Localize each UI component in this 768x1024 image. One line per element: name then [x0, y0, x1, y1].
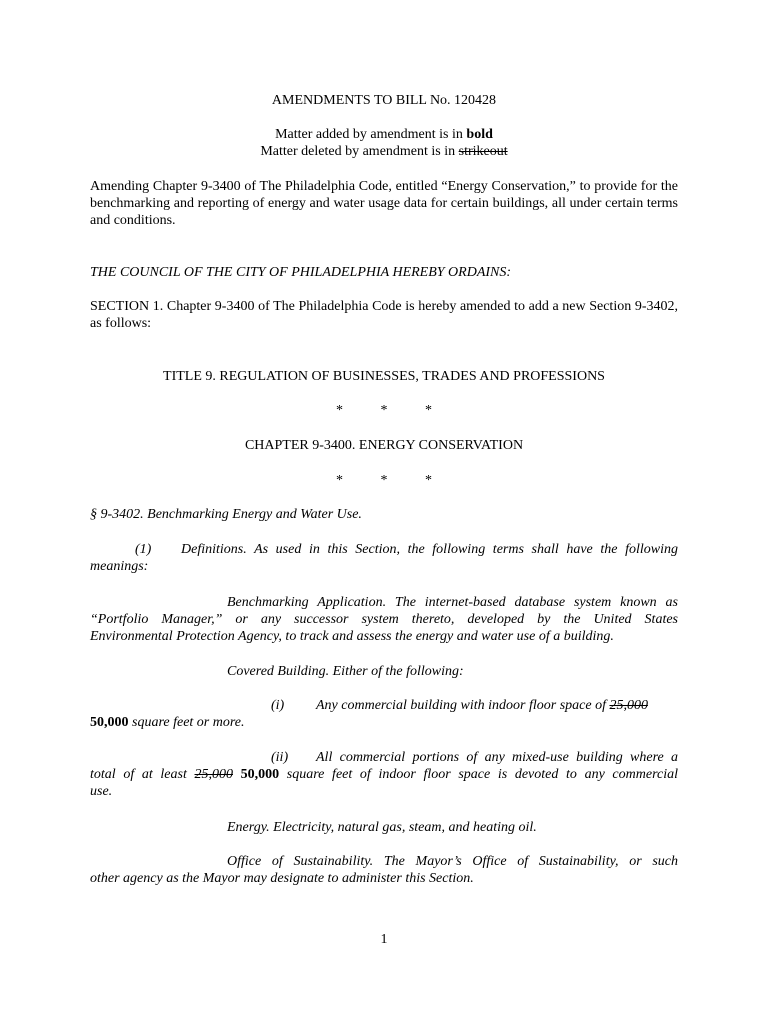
covered-item-i-rest: square feet or more. [128, 715, 245, 730]
ellipsis-stars-2: * * * [336, 473, 432, 488]
added-note-prefix: Matter added by amendment is in [275, 127, 467, 142]
document-title: AMENDMENTS TO BILL No. 120428 [271, 93, 497, 108]
sustainability-line1: Office of Sustainability. The Mayor’s Office of Sustainability, or such [227, 854, 678, 869]
added-note-word: bold [466, 127, 493, 142]
covered-item-ii-deleted: 25,000 [194, 767, 233, 782]
covered-item-i-number: (i) [271, 698, 285, 713]
sustainability-line2: other agency as the Mayor may designate to administer this Section. [90, 871, 474, 886]
deleted-note-prefix: Matter deleted by amendment is in [260, 144, 459, 159]
covered-item-ii-added: 50,000 [240, 767, 280, 782]
page-number: 1 [380, 932, 388, 947]
definitions-text-line1: Definitions. As used in this Section, the following terms shall have the following [181, 542, 678, 557]
covered-item-ii-number: (ii) [271, 750, 289, 765]
ordains-line: THE COUNCIL OF THE CITY OF PHILADELPHIA HEREBY ORDAINS: [90, 265, 512, 280]
chapter-heading: CHAPTER 9-3400. ENERGY CONSERVATION [244, 438, 524, 453]
covered-item-ii-line3: use. [90, 784, 113, 799]
covered-item-ii-line1: All commercial portions of any mixed-use building where a [316, 750, 678, 765]
added-note [0, 126, 768, 143]
ellipsis-stars-1: * * * [336, 403, 432, 418]
energy-definition: Energy. Electricity, natural gas, steam, and heating oil. [227, 820, 537, 835]
intro-paragraph: Amending Chapter 9-3400 of The Philadelphia Code, entitled “Energy Conservation,” to provide for the benchmarking and reporting of energy and water usage data for certain buildings, all under certain terms and conditions. [90, 179, 678, 228]
covered-item-ii-prefix: total of at least [90, 767, 195, 782]
deleted-note [0, 143, 768, 160]
covered-item-i-text: Any commercial building with indoor floor space of [316, 698, 610, 713]
benchmarking-line3: Environmental Protection Agency, to track and assess the energy and water use of a building. [90, 629, 614, 644]
covered-building-heading: Covered Building. Either of the following: [227, 664, 464, 679]
covered-item-i-line1 [316, 697, 648, 714]
covered-item-i-deleted: 25,000 [609, 698, 648, 713]
covered-item-i-line2 [90, 714, 245, 731]
title-9-heading: TITLE 9. REGULATION OF BUSINESSES, TRADES AND PROFESSIONS [163, 369, 605, 384]
section-1-paragraph: SECTION 1. Chapter 9-3400 of The Philadelphia Code is hereby amended to add a new Section 9-3402, as follows: [90, 299, 678, 331]
deleted-note-word: strikeout [458, 144, 508, 159]
benchmarking-line1: Benchmarking Application. The internet-based database system known as [227, 595, 678, 610]
benchmarking-line2: “Portfolio Manager,” or any successor system thereto, developed by the United States [90, 612, 678, 627]
covered-item-ii-line2 [90, 766, 678, 783]
definitions-number: (1) [135, 542, 152, 557]
covered-item-ii-rest: square feet of indoor floor space is devoted to any commercial [279, 767, 679, 782]
definitions-text-line2: meanings: [90, 559, 149, 574]
section-9-3402-heading: § 9-3402. Benchmarking Energy and Water Use. [90, 507, 362, 522]
covered-item-i-added: 50,000 [90, 715, 129, 730]
